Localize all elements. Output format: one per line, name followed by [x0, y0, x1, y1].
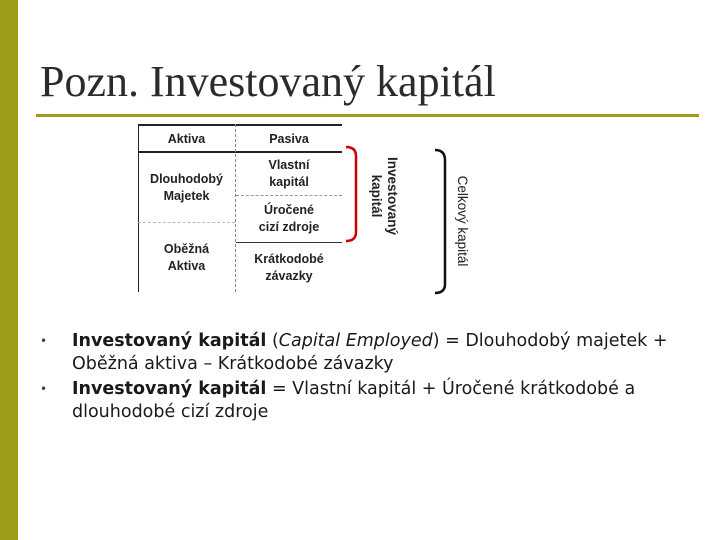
- total-capital-brace: [435, 150, 445, 293]
- bullet-text: = Vlastní kapitál + Úročené krátkodobé a dlouhodobé cizí zdroje: [72, 379, 636, 422]
- bullet-english-term: Capital Employed: [278, 331, 433, 351]
- bullet-term: Investovaný kapitál: [72, 331, 267, 351]
- bullet-list: [40, 330, 680, 426]
- bullet-term: Investovaný kapitál: [72, 379, 267, 399]
- bullet-item: [40, 330, 680, 376]
- bullet-icon: •: [40, 382, 48, 396]
- bullet-text: ) = Dlouhodobý majetek + Oběžná aktiva – Krátkodobé závazky: [72, 331, 668, 374]
- slide-title: Pozn. Investovaný kapitál: [40, 57, 496, 106]
- cell-fixed-assets: Dlouhodobý Majetek: [150, 171, 223, 203]
- cell-current-assets: Oběžná Aktiva: [163, 241, 210, 273]
- total-capital-label: Celkový kapitál: [455, 175, 470, 267]
- bullet-text: (: [266, 331, 279, 351]
- header-assets: Aktiva: [167, 131, 206, 146]
- cell-equity: Vlastní kapitál: [268, 158, 310, 189]
- cell-interest-bearing-debt: Úročené cizí zdroje: [258, 203, 320, 234]
- bullet-item: [40, 378, 680, 424]
- cell-short-term-payables: Krátkodobé závazky: [254, 251, 324, 283]
- invested-capital-brace: [346, 147, 356, 241]
- invested-capital-label: Investovaný kapitál: [369, 156, 400, 236]
- header-liabilities: Pasiva: [269, 131, 309, 146]
- bullet-icon: •: [40, 334, 48, 348]
